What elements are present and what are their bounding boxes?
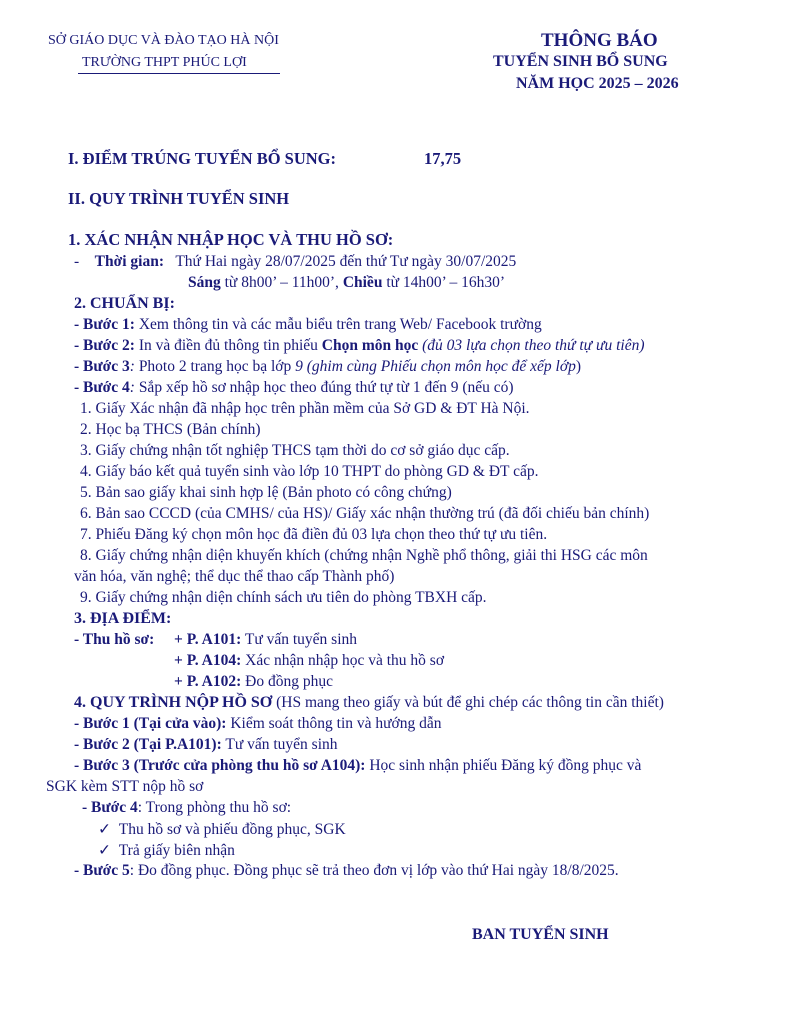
afternoon-value: từ 14h00’ – 16h30’ [382, 274, 506, 291]
doc-item: 9. Giấy chứng nhận diện chính sách ưu tiên do phòng TBXH cấp. [80, 589, 487, 606]
notice-title: THÔNG BÁO [541, 30, 658, 51]
section-2-label: II. QUY TRÌNH TUYỂN SINH [68, 189, 290, 208]
step-2-b1 [74, 316, 542, 334]
step-3-lead-line [74, 631, 154, 649]
step-4-note: (HS mang theo giấy và bút để ghi chép các thông tin cần thiết) [272, 694, 664, 711]
room-text: Đo đồng phục [241, 673, 333, 690]
school-underline [78, 73, 280, 74]
s5-label: - Bước 5 [74, 862, 130, 879]
s1-text: Kiểm soát thông tin và hướng dẫn [226, 715, 442, 732]
room-item [174, 673, 333, 691]
step-4-s3-continued: SGK kèm STT nộp hồ sơ [46, 778, 204, 795]
doc-item: 4. Giấy báo kết quả tuyển sinh vào lớp 10 THPT do phòng GD & ĐT cấp. [80, 463, 539, 480]
step-2-title: 2. CHUẨN BỊ: [74, 295, 175, 312]
b3-text: Photo 2 trang học bạ lớp [134, 358, 296, 375]
doc-item: 2. Học bạ THCS (Bản chính) [80, 421, 261, 438]
department-name: SỞ GIÁO DỤC VÀ ĐÀO TẠO HÀ NỘI [48, 33, 279, 48]
b4-label: - Bước 4 [74, 379, 130, 396]
doc-item: 1. Giấy Xác nhận đã nhập học trên phần mềm của Sở GD & ĐT Hà Nội. [80, 400, 530, 417]
s3-text: Học sinh nhận phiếu Đăng ký đồng phục và [365, 757, 642, 774]
section-1-score: 17,75 [424, 149, 462, 168]
room-label: + P. A101: [174, 631, 242, 648]
room-label: + P. A102: [174, 673, 242, 690]
time-label: Thời gian: [94, 253, 164, 270]
s4-label: - Bước 4 [82, 799, 138, 816]
room-item [174, 631, 357, 649]
s5-text: : Đo đồng phục. Đồng phục sẽ trả theo đơn vị lớp vào thứ Hai ngày 18/8/2025. [129, 862, 619, 879]
collect-label: - Thu hồ sơ: [74, 631, 155, 648]
school-name: TRƯỜNG THPT PHÚC LỢI [82, 55, 247, 70]
time-bullet: - [74, 253, 80, 270]
b3-label: - Bước 3 [74, 358, 130, 375]
check-text: Trả giấy biên nhận [118, 842, 235, 859]
notice-subtitle: TUYỂN SINH BỔ SUNG [493, 53, 668, 70]
room-label: + P. A104: [174, 652, 242, 669]
doc-item-continued: văn hóa, văn nghệ; thể dục thể thao cấp Thành phố) [74, 568, 395, 585]
step-4-title-line [74, 694, 664, 712]
b2-text: In và điền đủ thông tin phiếu [134, 337, 322, 354]
step-4-s1 [74, 715, 442, 733]
doc-item: 8. Giấy chứng nhận diện khuyến khích (chứng nhận Nghề phổ thông, giải thi HSG các môn [80, 547, 648, 564]
room-item [174, 652, 444, 670]
b3-end: ) [575, 358, 582, 375]
check-item [98, 820, 346, 839]
b2-bold: Chọn môn học [321, 337, 419, 354]
time-value: Thứ Hai ngày 28/07/2025 đến thứ Tư ngày 30/07/2025 [175, 253, 517, 270]
b3-italic: 9 (ghim cùng Phiếu chọn môn học để xếp lớp [295, 358, 576, 375]
b2-italic: (đủ 03 lựa chọn theo thứ tự ưu tiên) [418, 337, 645, 354]
step-4-title: 4. QUY TRÌNH NỘP HỒ SƠ [74, 694, 273, 711]
s1-label: - Bước 1 (Tại cửa vào): [74, 715, 227, 732]
check-icon: ✓ [98, 842, 111, 859]
step-1-title: 1. XÁC NHẬN NHẬP HỌC VÀ THU HỒ SƠ: [68, 230, 394, 249]
section-1-label: I. ĐIỂM TRÚNG TUYỂN BỔ SUNG: [68, 149, 337, 168]
room-text: Xác nhận nhập học và thu hồ sơ [241, 652, 445, 669]
b4-text: Sắp xếp hồ sơ nhập học theo đúng thứ tự từ 1 đến 9 (nếu có) [134, 379, 514, 396]
check-item [98, 841, 235, 860]
room-text: Tư vấn tuyển sinh [241, 631, 358, 648]
morning-label: Sáng [188, 274, 221, 291]
signature-block: BAN TUYỂN SINH [472, 926, 609, 943]
b2-label: - Bước 2: [74, 337, 135, 354]
step-3-title: 3. ĐỊA ĐIỂM: [74, 610, 172, 627]
s3-label: - Bước 3 (Trước cửa phòng thu hồ sơ A104): [74, 757, 366, 774]
b1-label: - Bước 1: [74, 316, 135, 333]
step-2-b4 [74, 379, 514, 397]
s2-text: Tư vấn tuyển sinh [221, 736, 338, 753]
s4-text: : Trong phòng thu hồ sơ: [137, 799, 292, 816]
step-2-b3 [74, 358, 581, 376]
session-line [188, 274, 505, 292]
doc-item: 6. Bản sao CCCD (của CMHS/ của HS)/ Giấy xác nhận thường trú (đã đối chiếu bản chính) [80, 505, 650, 522]
doc-item: 5. Bản sao giấy khai sinh hợp lệ (Bản photo có công chứng) [80, 484, 452, 501]
time-line [74, 253, 516, 271]
afternoon-label: Chiều [342, 274, 383, 291]
b3-colon: : [129, 358, 135, 375]
b1-text: Xem thông tin và các mẫu biểu trên trang Web/ Facebook trường [134, 316, 542, 333]
step-4-s4 [82, 799, 291, 817]
school-year: NĂM HỌC 2025 – 2026 [516, 75, 679, 92]
step-2-b2 [74, 337, 645, 355]
check-icon: ✓ [98, 821, 111, 838]
step-4-s2 [74, 736, 338, 754]
b4-colon: : [129, 379, 135, 396]
check-text: Thu hồ sơ và phiếu đồng phục, SGK [118, 821, 346, 838]
doc-item: 3. Giấy chứng nhận tốt nghiệp THCS tạm thời do cơ sở giáo dục cấp. [80, 442, 510, 459]
step-4-s5 [74, 862, 619, 880]
step-4-s3 [74, 757, 641, 775]
morning-value: từ 8h00’ – 11h00’, [220, 274, 343, 291]
s2-label: - Bước 2 (Tại P.A101): [74, 736, 222, 753]
doc-item: 7. Phiếu Đăng ký chọn môn học đã điền đủ 03 lựa chọn theo thứ tự ưu tiên. [80, 526, 548, 543]
